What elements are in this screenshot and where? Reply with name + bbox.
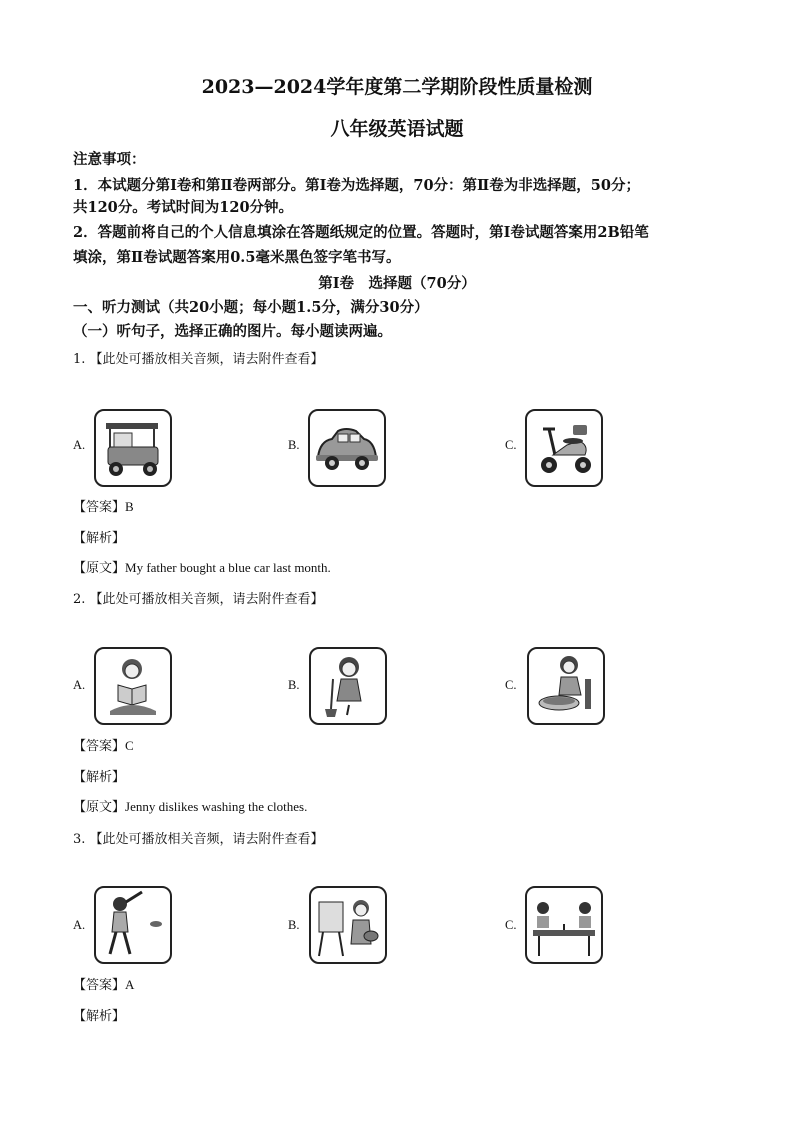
exam-title: 2023—2024学年度第二学期阶段性质量检测: [201, 76, 593, 98]
exam-subtitle: 八年级英语试题: [330, 118, 464, 140]
notes-item2-line1: 2．答题前将自己的个人信息填涂在答题纸规定的位置。答题时，第Ⅰ卷试题答案用2B铅笔: [73, 224, 649, 241]
original-tag: 【原文】: [73, 561, 126, 576]
question-3-analysis: 【解析】: [73, 1009, 126, 1024]
answer-value: B: [125, 499, 134, 514]
ping-pong-icon[interactable]: [525, 886, 603, 964]
question-3-audio-note[interactable]: 【此处可播放相关音频，请去附件查看】: [89, 832, 324, 847]
volume-heading: 第Ⅰ卷 选择题（70分）: [318, 275, 476, 292]
answer-tag: 【答案】: [73, 500, 126, 515]
question-2-option-c-label[interactable]: C.: [505, 678, 517, 692]
painter-icon[interactable]: [309, 886, 387, 964]
notes-item2-line2: 填涂，第Ⅱ卷试题答案用0.5毫米黑色签字笔书写。: [73, 249, 401, 266]
car-icon[interactable]: [308, 409, 386, 487]
question-2-analysis: 【解析】: [73, 770, 126, 785]
question-2-prompt: [73, 588, 324, 607]
question-1-option-c-label[interactable]: C.: [505, 438, 517, 452]
question-2-original: [73, 796, 307, 815]
question-3-prompt: [73, 828, 324, 847]
question-1-answer: [73, 496, 134, 515]
baseball-player-icon[interactable]: [94, 886, 172, 964]
answer-tag: 【答案】: [73, 739, 126, 754]
sub1-heading: （一）听句子，选择正确的图片。每小题读两遍。: [73, 323, 392, 340]
girl-sweeping-icon[interactable]: [309, 647, 387, 725]
original-text: My father bought a blue car last month.: [125, 560, 331, 575]
question-3-option-b-label[interactable]: B.: [288, 918, 300, 932]
part1-heading: 一、听力测试（共20小题；每小题1.5分，满分30分）: [73, 299, 429, 316]
answer-value: C: [125, 738, 134, 753]
notes-heading: 注意事项：: [73, 151, 146, 168]
question-3-answer: [73, 974, 134, 993]
question-1-audio-note[interactable]: 【此处可播放相关音频，请去附件查看】: [89, 352, 324, 367]
question-2-audio-note[interactable]: 【此处可播放相关音频，请去附件查看】: [89, 592, 324, 607]
girl-washing-clothes-icon[interactable]: [527, 647, 605, 725]
question-1-original: [73, 557, 331, 576]
answer-value: A: [125, 977, 135, 992]
scooter-icon[interactable]: [525, 409, 603, 487]
question-3-option-c-label[interactable]: C.: [505, 918, 517, 932]
tuk-tuk-icon[interactable]: [94, 409, 172, 487]
question-1-number: 1.: [73, 352, 86, 367]
question-3-option-a-label[interactable]: A.: [73, 918, 86, 932]
original-tag: 【原文】: [73, 800, 126, 815]
question-2-number: 2.: [73, 592, 86, 607]
notes-item1-line2: 共120分。考试时间为120分钟。: [73, 199, 294, 216]
question-2-option-a-label[interactable]: A.: [73, 678, 86, 692]
girl-reading-icon[interactable]: [94, 647, 172, 725]
answer-tag: 【答案】: [73, 978, 126, 993]
original-text: Jenny dislikes washing the clothes.: [125, 799, 308, 814]
question-3-number: 3.: [73, 832, 86, 847]
question-2-option-b-label[interactable]: B.: [288, 678, 300, 692]
question-1-prompt: [73, 348, 324, 367]
question-2-answer: [73, 735, 134, 754]
question-1-analysis: 【解析】: [73, 531, 126, 546]
question-1-option-b-label[interactable]: B.: [288, 438, 300, 452]
question-1-option-a-label[interactable]: A.: [73, 438, 86, 452]
notes-item1-line1: 1．本试题分第Ⅰ卷和第Ⅱ卷两部分。第Ⅰ卷为选择题，70分：第Ⅱ卷为非选择题，50分；: [73, 177, 640, 194]
